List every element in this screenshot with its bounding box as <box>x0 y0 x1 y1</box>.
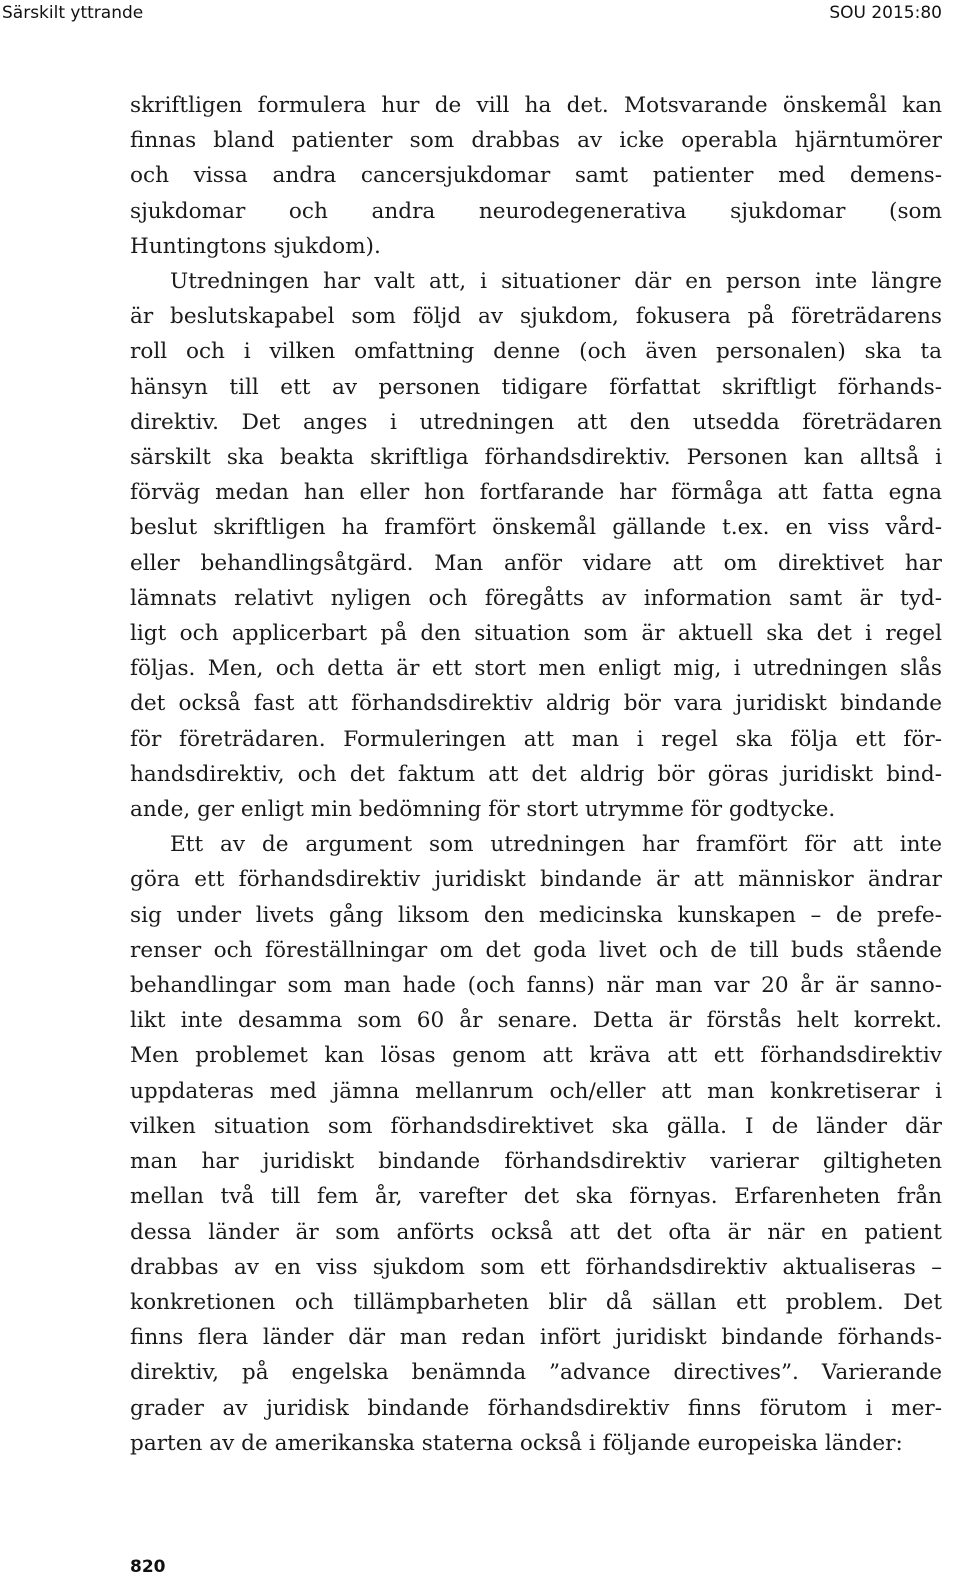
text-line: följas. Men, och detta är ett stort men enligt mig, i utredningen slås <box>130 656 942 682</box>
text-line: handsdirektiv, och det faktum att det aldrig bör göras juridiskt bind- <box>130 761 942 787</box>
text-line: beslut skriftligen ha framfört önskemål gällande t.ex. en viss vård- <box>130 515 942 541</box>
text-line: man har juridiskt bindande förhandsdirektiv varierar giltigheten <box>130 1149 942 1175</box>
text-line: för företrädaren. Formuleringen att man i regel ska följa ett för- <box>130 726 942 752</box>
text-line: uppdateras med jämna mellanrum och/eller att man konkretiserar i <box>130 1078 942 1104</box>
text-line: lämnats relativt nyligen och föregåtts av information samt är tyd- <box>130 585 942 611</box>
text-line: ligt och applicerbart på den situation som är aktuell ska det i regel <box>130 621 942 647</box>
text-line: renser och föreställningar om det goda livet och de till buds stående <box>130 937 942 963</box>
running-header <box>0 0 960 30</box>
paragraph <box>130 88 942 264</box>
text-line: grader av juridisk bindande förhandsdirektiv finns förutom i mer- <box>130 1395 942 1421</box>
text-line: direktiv. Det anges i utredningen att den utsedda företrädaren <box>130 409 942 435</box>
text-line: Ett av de argument som utredningen har framfört för att inte <box>170 832 942 858</box>
text-line: finns flera länder där man redan infört juridiskt bindande förhands- <box>130 1325 942 1351</box>
paragraph <box>130 264 942 827</box>
text-line: parten av de amerikanska staterna också i följande europeiska länder: <box>130 1430 903 1456</box>
text-line: likt inte desamma som 60 år senare. Detta är förstås helt korrekt. <box>130 1008 942 1034</box>
header-report-id: SOU 2015:80 <box>829 3 942 23</box>
body-text <box>130 88 942 1461</box>
text-line: Utredningen har valt att, i situationer där en person inte längre <box>170 269 942 295</box>
text-line: göra ett förhandsdirektiv juridiskt bindande är att människor ändrar <box>130 867 942 893</box>
header-document-section: Särskilt yttrande <box>2 3 144 23</box>
text-line: konkretionen och tillämpbarheten blir då sällan ett problem. Det <box>130 1289 942 1315</box>
text-line: eller behandlingsåtgärd. Man anför vidare att om direktivet har <box>130 550 942 576</box>
text-line: sig under livets gång liksom den medicinska kunskapen – de prefe- <box>130 902 942 928</box>
text-line: särskilt ska beakta skriftliga förhandsdirektiv. Personen kan alltså i <box>130 445 942 471</box>
text-line: mellan två till fem år, varefter det ska förnyas. Erfarenheten från <box>130 1184 942 1210</box>
text-line: hänsyn till ett av personen tidigare författat skriftligt förhands- <box>130 374 942 400</box>
text-line: behandlingar som man hade (och fanns) när man var 20 år är sanno- <box>130 973 942 999</box>
text-line: finnas bland patienter som drabbas av icke operabla hjärntumörer <box>130 128 942 154</box>
text-line: roll och i vilken omfattning denne (och även personalen) ska ta <box>130 339 942 365</box>
text-line: förväg medan han eller hon fortfarande har förmåga att fatta egna <box>130 480 942 506</box>
text-line: ande, ger enligt min bedömning för stort utrymme för godtycke. <box>130 797 836 823</box>
text-line: det också fast att förhandsdirektiv aldrig bör vara juridiskt bindande <box>130 691 942 717</box>
text-line: sjukdomar och andra neurodegenerativa sjukdomar (som <box>130 198 942 224</box>
page-number: 820 <box>130 1557 166 1577</box>
text-line: skriftligen formulera hur de vill ha det. Motsvarande önskemål kan <box>130 93 942 118</box>
text-line: Men problemet kan lösas genom att kräva att ett förhandsdirektiv <box>130 1043 942 1069</box>
text-line: dessa länder är som anförts också att det ofta är när en patient <box>130 1219 942 1245</box>
paragraph <box>130 827 942 1461</box>
text-line: Huntingtons sjukdom). <box>130 233 381 259</box>
text-line: och vissa andra cancersjukdomar samt patienter med demens- <box>130 163 942 189</box>
text-line: är beslutskapabel som följd av sjukdom, fokusera på företrädarens <box>130 304 942 330</box>
text-line: drabbas av en viss sjukdom som ett förhandsdirektiv aktualiseras – <box>130 1254 942 1280</box>
text-line: vilken situation som förhandsdirektivet ska gälla. I de länder där <box>130 1113 942 1139</box>
text-line: direktiv, på engelska benämnda ”advance directives”. Varierande <box>130 1360 942 1386</box>
